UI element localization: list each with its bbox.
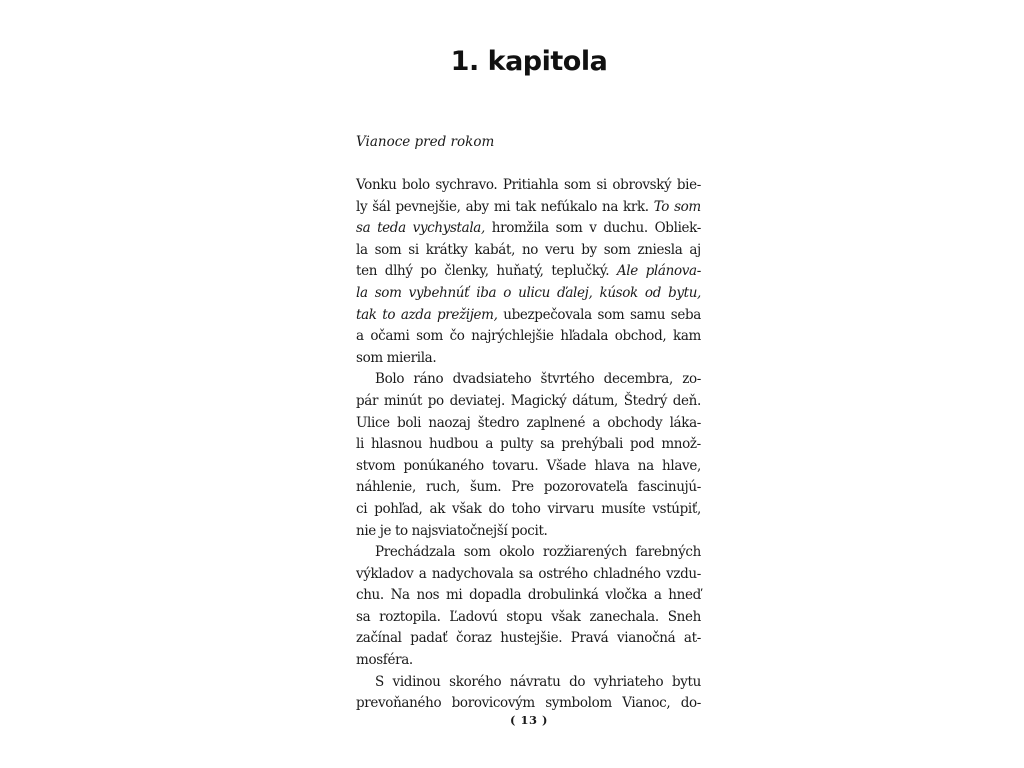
word: Bolo bbox=[375, 371, 405, 388]
text-line bbox=[356, 348, 701, 370]
word: si bbox=[408, 241, 419, 258]
text-line bbox=[356, 585, 701, 607]
word: po bbox=[427, 392, 444, 409]
word: Magický bbox=[510, 392, 567, 409]
word: Vonku bbox=[356, 177, 397, 193]
word: to bbox=[394, 522, 408, 539]
word: však bbox=[551, 608, 581, 625]
word: a bbox=[356, 328, 364, 345]
word: nie bbox=[356, 522, 376, 539]
word: štedro bbox=[477, 414, 520, 431]
word: aby bbox=[465, 198, 489, 215]
text-line bbox=[356, 477, 701, 499]
word: sa bbox=[518, 565, 534, 582]
word: a bbox=[418, 565, 427, 582]
word: no bbox=[521, 241, 539, 258]
word: chu. bbox=[356, 587, 384, 604]
text-line bbox=[356, 628, 701, 650]
word: krk. bbox=[623, 198, 649, 215]
word: ruch, bbox=[425, 479, 460, 496]
word: deviatej. bbox=[449, 392, 505, 409]
word: hudbou bbox=[429, 436, 479, 453]
word: aj bbox=[689, 241, 701, 258]
word: Obliek- bbox=[654, 220, 701, 237]
word: mosféra. bbox=[356, 652, 413, 669]
chapter-subtitle: Vianoce pred rokom bbox=[356, 134, 495, 150]
word: hlave, bbox=[662, 457, 701, 474]
word: bytu bbox=[671, 673, 701, 690]
word: pulty bbox=[500, 436, 534, 453]
word: som bbox=[674, 198, 701, 215]
word: azda bbox=[400, 306, 432, 323]
word: iba bbox=[476, 284, 497, 301]
text-line bbox=[356, 456, 701, 478]
word: la bbox=[356, 284, 368, 301]
text-line bbox=[356, 175, 701, 197]
word: nos bbox=[416, 587, 440, 604]
word: ci bbox=[356, 500, 368, 517]
text-line bbox=[356, 305, 701, 327]
word: Sneh bbox=[667, 608, 701, 625]
word: ponúkaného bbox=[403, 457, 484, 474]
word: mierila. bbox=[386, 349, 437, 366]
word: najsviatočnejší bbox=[411, 522, 508, 539]
text-line bbox=[356, 564, 701, 586]
word: decembra, bbox=[603, 371, 673, 388]
word: dlhý bbox=[384, 263, 413, 280]
word: hlasnou bbox=[370, 436, 422, 453]
word: musíte bbox=[601, 500, 646, 517]
word: obrovský bbox=[612, 177, 672, 193]
word: borovicovým bbox=[451, 695, 535, 712]
word: v bbox=[589, 220, 597, 237]
word: ten bbox=[356, 263, 378, 280]
word: vyhriateho bbox=[593, 673, 664, 690]
text-line bbox=[356, 542, 701, 564]
word: o bbox=[503, 284, 512, 301]
word: seba bbox=[670, 306, 701, 323]
word: la bbox=[356, 241, 368, 258]
word: padať bbox=[410, 630, 448, 647]
word: plánova- bbox=[645, 263, 701, 280]
word: Prechádzala bbox=[375, 544, 456, 561]
word: hustejšie. bbox=[500, 630, 563, 647]
text-line bbox=[356, 434, 701, 456]
word: čoraz bbox=[456, 630, 492, 647]
word: mi bbox=[445, 587, 463, 604]
word: vianočná bbox=[616, 630, 676, 647]
word: dopadla bbox=[469, 587, 522, 604]
word: hlava bbox=[594, 457, 630, 474]
word: výkladov bbox=[356, 565, 414, 582]
text-line bbox=[356, 499, 701, 521]
word: kabát, bbox=[474, 241, 516, 258]
word: vstúpiť, bbox=[652, 500, 701, 517]
word: pohľad, bbox=[374, 500, 423, 517]
word: nadychovala bbox=[431, 565, 514, 582]
word: drobulinká bbox=[527, 587, 599, 604]
word: sa bbox=[356, 220, 371, 237]
word: po bbox=[420, 263, 437, 280]
text-line bbox=[356, 369, 701, 391]
word: by bbox=[581, 241, 597, 258]
word: návratu bbox=[509, 673, 561, 690]
text-line bbox=[356, 261, 701, 283]
word: naozaj bbox=[428, 414, 471, 431]
word: hneď bbox=[668, 587, 701, 604]
word: do- bbox=[680, 695, 701, 712]
text-line bbox=[356, 650, 701, 672]
word: krátky bbox=[425, 241, 468, 258]
text-line bbox=[356, 521, 701, 543]
word: sa bbox=[356, 608, 371, 625]
word: najrýchlejšie bbox=[471, 328, 554, 345]
word: a bbox=[592, 414, 601, 431]
word: ak bbox=[429, 500, 446, 517]
word: okolo bbox=[499, 544, 535, 561]
word: teplučký. bbox=[551, 263, 610, 280]
word: zo- bbox=[682, 371, 701, 388]
text-line bbox=[356, 283, 701, 305]
word: Pravá bbox=[570, 630, 609, 647]
word: do bbox=[569, 673, 586, 690]
word: kam bbox=[672, 328, 701, 345]
page-number: ( 13 ) bbox=[510, 713, 548, 727]
word: sychravo. bbox=[435, 177, 498, 193]
word: šum. bbox=[469, 479, 502, 496]
word: som bbox=[603, 241, 631, 258]
word: láka- bbox=[669, 414, 701, 431]
word: kúsok bbox=[599, 284, 638, 301]
word: minút bbox=[383, 392, 423, 409]
word: veru bbox=[544, 241, 575, 258]
word: si bbox=[596, 177, 607, 193]
word: vidinou bbox=[392, 673, 441, 690]
word: ly bbox=[356, 198, 368, 215]
word: od bbox=[644, 284, 661, 301]
word: Ulice bbox=[356, 414, 390, 431]
word: pozorovateľa bbox=[543, 479, 628, 496]
text-line bbox=[356, 607, 701, 629]
word: bie- bbox=[676, 177, 701, 193]
word: zanechala. bbox=[589, 608, 659, 625]
word: Pritiahla bbox=[502, 177, 559, 193]
word: a bbox=[653, 587, 662, 604]
word: Na bbox=[390, 587, 410, 604]
word: fascinujú- bbox=[637, 479, 701, 496]
word: vločka bbox=[605, 587, 648, 604]
word: vybehnúť bbox=[408, 284, 470, 301]
word: Ale bbox=[616, 263, 638, 280]
word: li bbox=[356, 436, 364, 453]
word: Štedrý bbox=[623, 392, 668, 409]
word: náhlenie, bbox=[356, 479, 416, 496]
word: ostrého bbox=[538, 565, 588, 582]
word: členky, bbox=[444, 263, 489, 280]
word: na bbox=[637, 457, 654, 474]
word: som bbox=[555, 220, 583, 237]
text-line bbox=[356, 197, 701, 219]
word: bolo bbox=[402, 177, 430, 193]
word: do bbox=[488, 500, 505, 517]
word: dvadsiateho bbox=[452, 371, 532, 388]
word: farebných bbox=[635, 544, 701, 561]
word: skorého bbox=[449, 673, 502, 690]
word: pod bbox=[629, 436, 655, 453]
word: symbolom bbox=[545, 695, 612, 712]
word: roztopila. bbox=[379, 608, 441, 625]
word: zaplnené bbox=[526, 414, 586, 431]
word: som bbox=[374, 284, 402, 301]
word: rozžiarených bbox=[542, 544, 627, 561]
word: tak bbox=[356, 306, 377, 323]
word: ráno bbox=[413, 371, 444, 388]
word: hľadala bbox=[560, 328, 609, 345]
word: tak bbox=[515, 198, 536, 215]
word: zniesla bbox=[637, 241, 683, 258]
word: ulicu bbox=[518, 284, 550, 301]
word: čo bbox=[449, 328, 465, 345]
word: duchu. bbox=[603, 220, 648, 237]
word: pocit. bbox=[511, 522, 548, 539]
word: to bbox=[382, 306, 396, 323]
word: však bbox=[452, 500, 482, 517]
word: som bbox=[463, 544, 491, 561]
word: na bbox=[602, 198, 619, 215]
word: nefúkalo bbox=[540, 198, 598, 215]
word: vychystala, bbox=[412, 220, 485, 237]
word: Pre bbox=[511, 479, 534, 496]
word: chladného bbox=[593, 565, 661, 582]
chapter-title: 1. kapitola bbox=[450, 46, 608, 77]
word: hromžila bbox=[491, 220, 549, 237]
word: obchody bbox=[607, 414, 663, 431]
word: ubezpečovala bbox=[503, 306, 592, 323]
word: Ľadovú bbox=[449, 608, 498, 625]
text-line bbox=[356, 240, 701, 262]
word: huňatý, bbox=[496, 263, 544, 280]
word: a bbox=[485, 436, 494, 453]
body-text bbox=[356, 175, 701, 715]
word: bytu, bbox=[668, 284, 701, 301]
word: som bbox=[416, 328, 443, 345]
word: at- bbox=[683, 630, 701, 647]
word: prežijem, bbox=[436, 306, 498, 323]
word: prehýbali bbox=[561, 436, 623, 453]
word: ďalej, bbox=[557, 284, 593, 301]
word: pár bbox=[356, 392, 379, 409]
word: očami bbox=[370, 328, 410, 345]
word: som bbox=[563, 177, 591, 193]
word: virvaru bbox=[547, 500, 595, 517]
text-line bbox=[356, 693, 701, 715]
word: šál bbox=[372, 198, 391, 215]
word: obchod, bbox=[614, 328, 667, 345]
word: som bbox=[356, 349, 383, 366]
word: To bbox=[653, 198, 670, 215]
text-line bbox=[356, 218, 701, 240]
word: S bbox=[375, 673, 384, 690]
word: množ- bbox=[661, 436, 701, 453]
word: som bbox=[374, 241, 402, 258]
word: je bbox=[379, 522, 392, 539]
word: toho bbox=[511, 500, 541, 517]
word: Všade bbox=[546, 457, 587, 474]
text-line bbox=[356, 391, 701, 413]
word: stvom bbox=[356, 457, 396, 474]
word: pevnejšie, bbox=[395, 198, 461, 215]
word: stopu bbox=[506, 608, 543, 625]
word: začínal bbox=[356, 630, 402, 647]
word: Vianoc, bbox=[622, 695, 671, 712]
word: boli bbox=[397, 414, 422, 431]
word: prevoňaného bbox=[356, 695, 442, 712]
word: mi bbox=[493, 198, 511, 215]
word: štvrtého bbox=[540, 371, 595, 388]
word: dátum, bbox=[572, 392, 618, 409]
word: tovaru. bbox=[492, 457, 539, 474]
text-line bbox=[356, 326, 701, 348]
word: sa bbox=[540, 436, 555, 453]
word: deň. bbox=[672, 392, 701, 409]
word: samu bbox=[630, 306, 666, 323]
word: vzdu- bbox=[666, 565, 701, 582]
text-line bbox=[356, 672, 701, 694]
word: som bbox=[597, 306, 625, 323]
text-line bbox=[356, 413, 701, 435]
word: teda bbox=[377, 220, 406, 237]
